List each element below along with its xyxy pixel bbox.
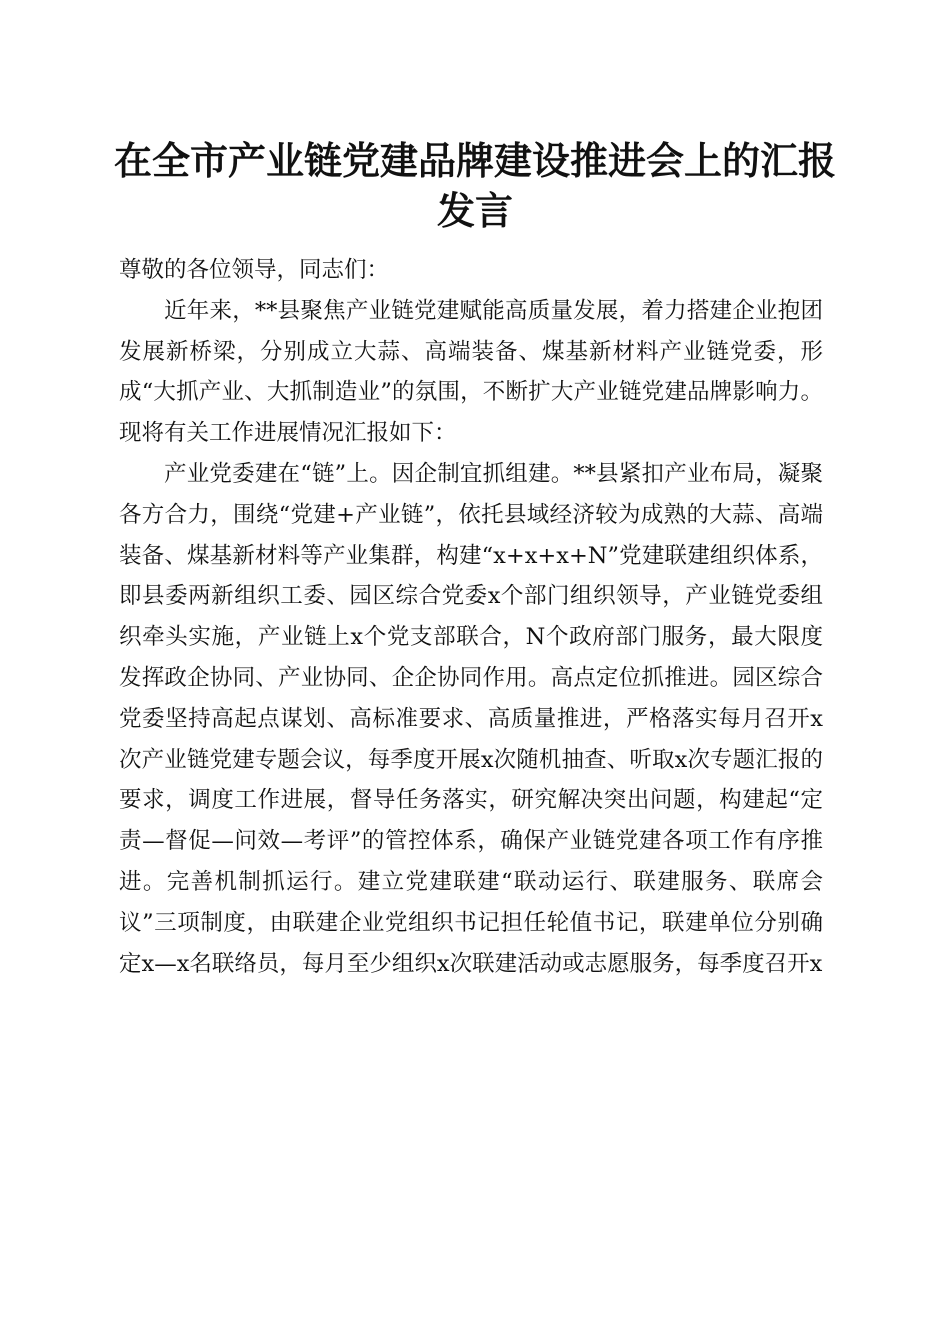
paragraph-party-committee: 产业党委建在“链”上。因企制宜抓组建。**县紧扣产业布局，凝聚各方合力，围绕“党建+产业链”，依托县域经济较为成熟的大蒜、高端装备、煤基新材料等产业集群，构建“x+x+x+N”党建联建组织体系，即县委两新组织工委、园区综合党委x个部门组织领导，产业链党委组织牵头实施，产业链上x个党支部联合，N个政府部门服务，最大限度发挥政企协同、产业协同、企企协同作用。高点定位抓推进。园区综合党委坚持高起点谋划、高标准要求、高质量推进，严格落实每月召开x次产业链党建专题会议，每季度开展x次随机抽查、听取x次专题汇报的要求，调度工作进展，督导任务落实，研究解决突出问题，构建起“定责—督促—问效—考评”的管控体系，确保产业链党建各项工作有序推进。完善机制抓运行。建立党建联建“联动运行、联建服务、联席会议”三项制度，由联建企业党组织书记担任轮值书记，联建单位分别确定x—x名联络员，每月至少组织x次联建活动或志愿服务，每季度召开x xyxy=(119,460,823,977)
paragraph-intro: 近年来，**县聚焦产业链党建赋能高质量发展，着力搭建企业抱团发展新桥梁，分别成立大蒜、高端装备、煤基新材料产业链党委，形成“大抓产业、大抓制造业”的氛围，不断扩大产业链党建品牌影响力。现将有关工作进展情况汇报如下： xyxy=(119,297,823,447)
document-body xyxy=(119,250,823,984)
paragraph-clip xyxy=(119,454,823,984)
salutation: 尊敬的各位领导，同志们： xyxy=(119,257,390,283)
document-title: 在全市产业链党建品牌建设推进会上的汇报发言 xyxy=(113,138,836,233)
